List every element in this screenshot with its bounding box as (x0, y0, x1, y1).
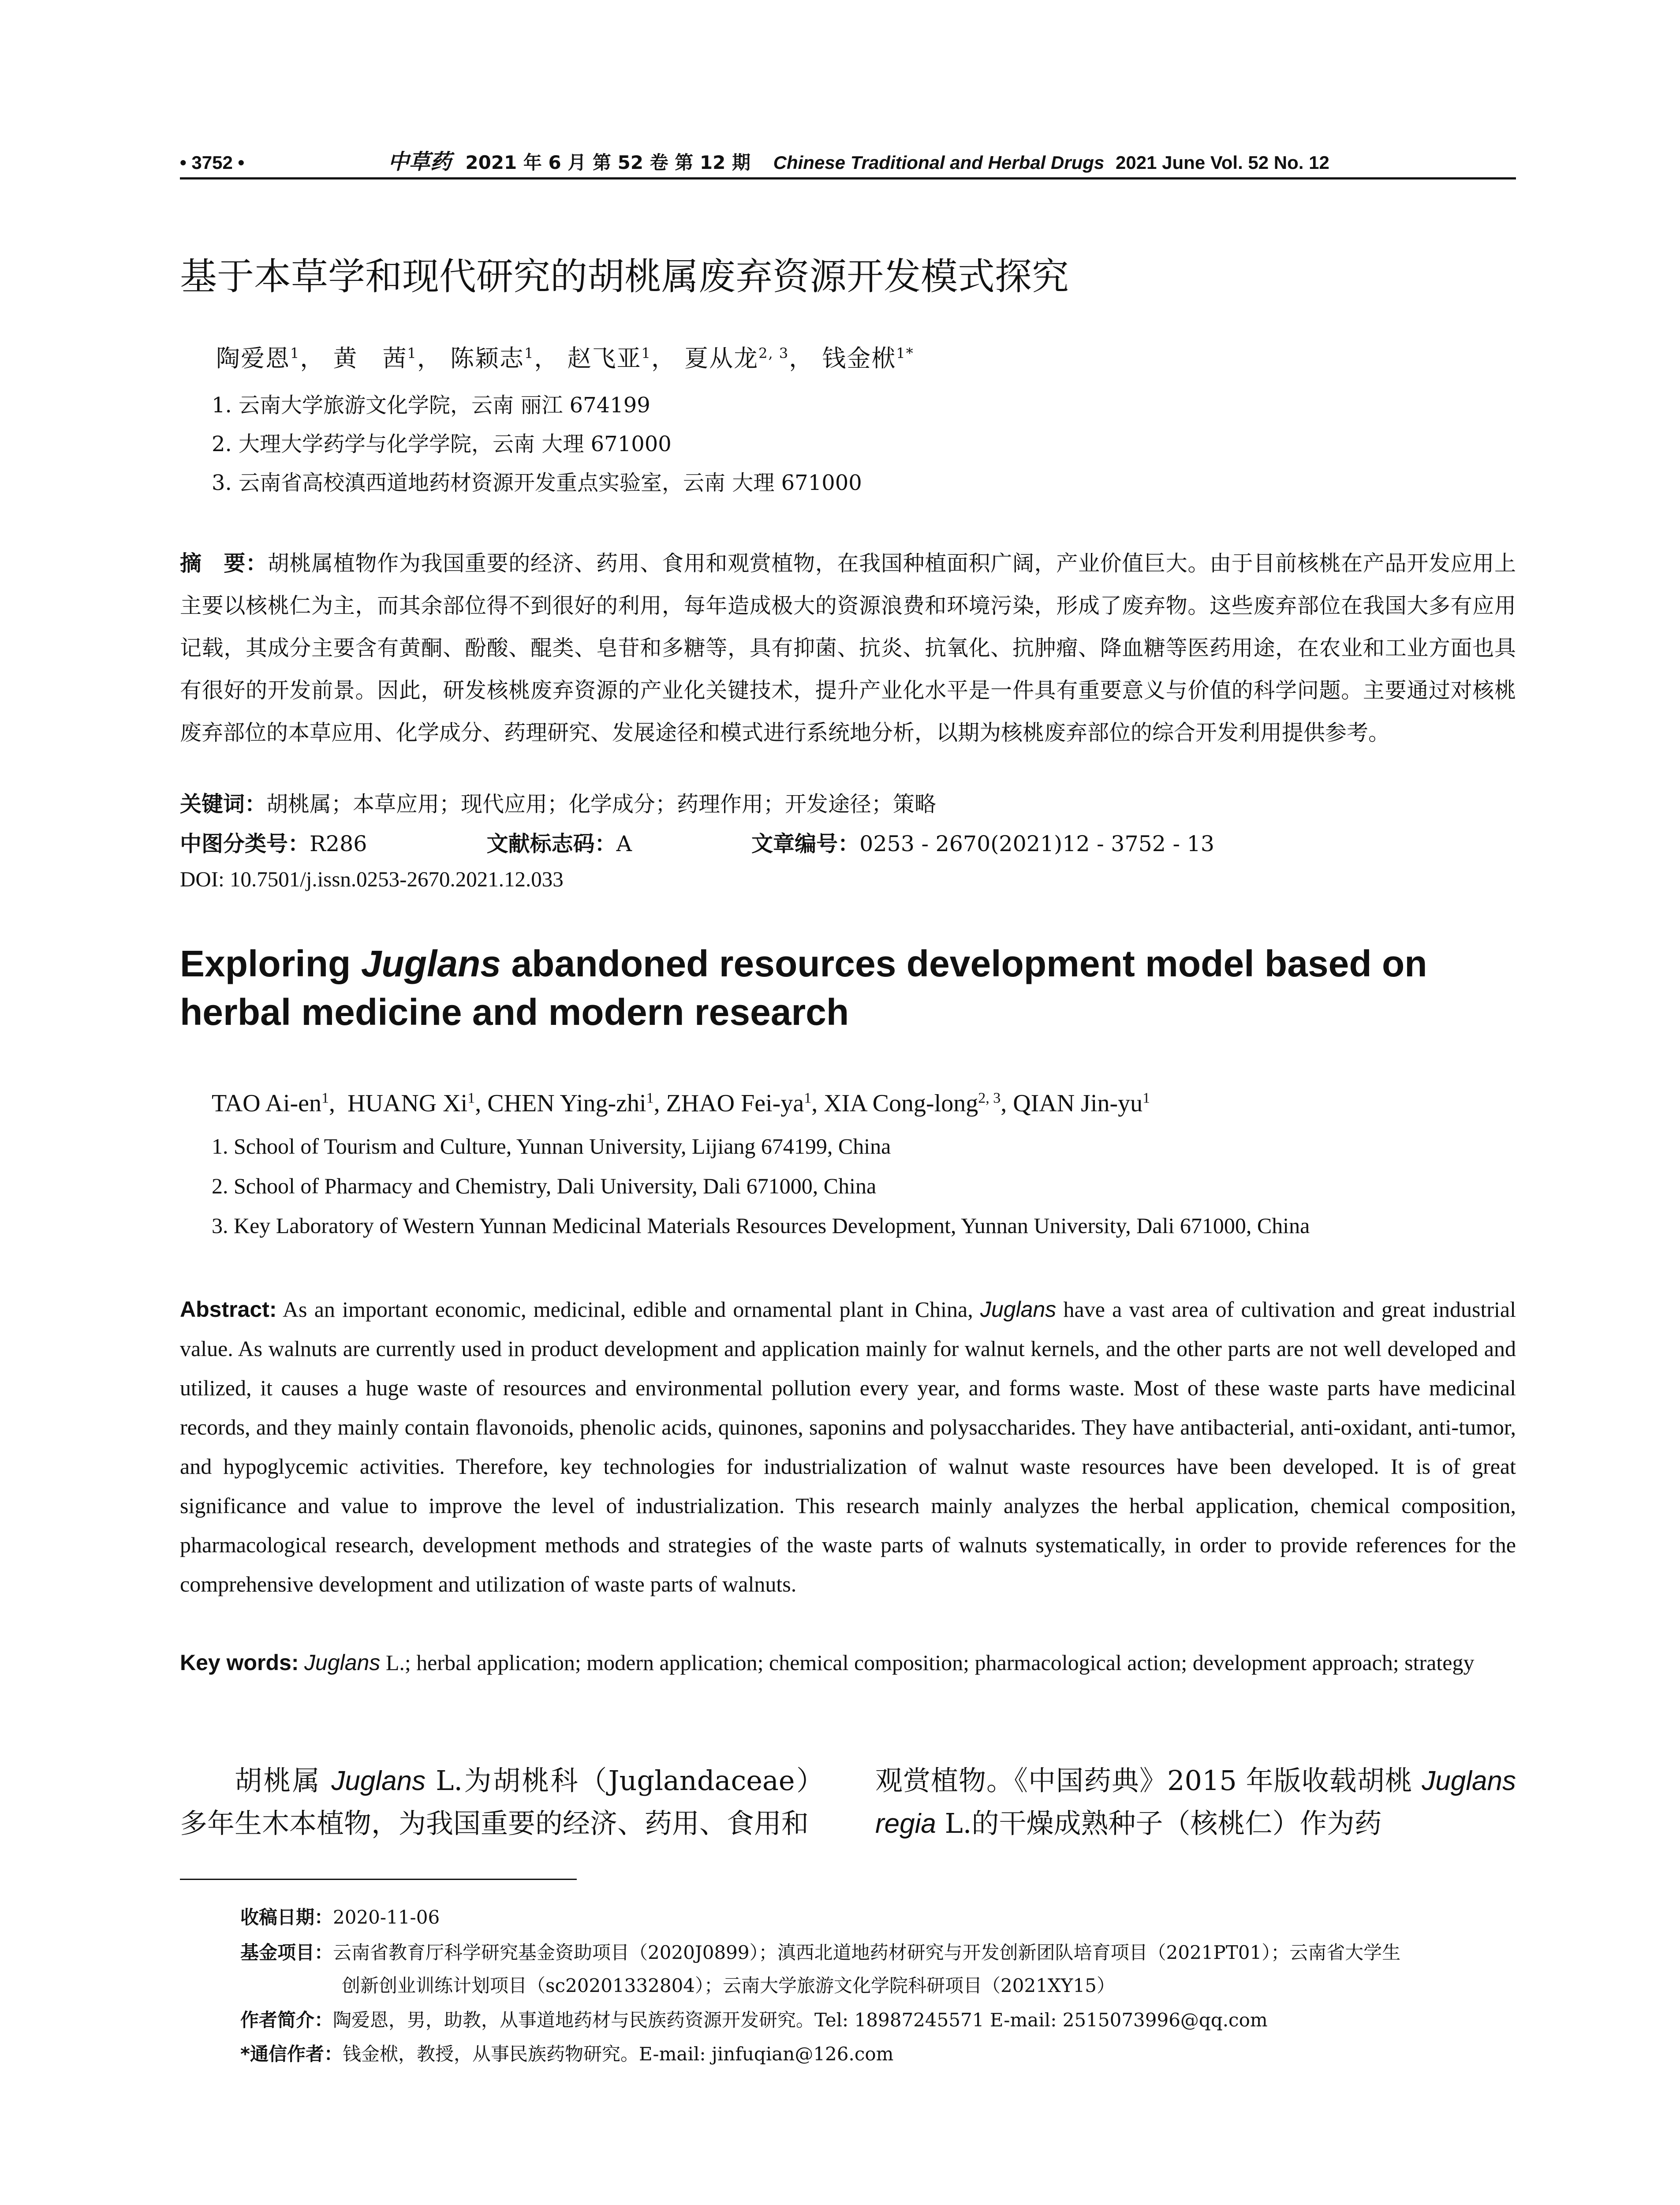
fund-text-1: 云南省教育厅科学研究基金资助项目（2020J0899）；滇西北道地药材研究与开发创新团队培育项目（2021PT01）；云南省大学生 (333, 1942, 1401, 1963)
body-right-italic: Juglans regia (875, 1766, 1516, 1839)
article-no-value: 0253 - 2670(2021)12 - 3752 - 13 (859, 831, 1215, 856)
affiliation-cn: 3. 云南省高校滇西道地药材资源开发重点实验室，云南 大理 671000 (212, 471, 862, 495)
clc-label: 中图分类号： (180, 831, 310, 856)
title-en-pre: Exploring (180, 943, 361, 984)
affiliation-en: 1. School of Tourism and Culture, Yunnan University, Lijiang 674199, China (212, 1134, 891, 1159)
body-right-b: L.的干燥成熟种子（核桃仁）作为药 (936, 1807, 1382, 1839)
keywords-cn (180, 787, 936, 818)
author-sup: 2, 3 (978, 1090, 1001, 1106)
footnote-fund (240, 1938, 1400, 1965)
author-cn: 黄 茜 (333, 344, 407, 372)
keywords-en-italic: Juglans (304, 1650, 381, 1675)
issue-en: 2021 June Vol. 52 No. 12 (1116, 152, 1329, 173)
bio-label: 作者简介： (240, 2009, 333, 2031)
author-en: HUANG Xi (347, 1090, 468, 1117)
article-no-label: 文章编号： (751, 831, 860, 856)
received-value: 2020-11-06 (333, 1906, 440, 1928)
body-right-a: 观赏植物。《中国药典》2015 年版收载胡桃 (875, 1764, 1422, 1797)
header-rule (180, 177, 1516, 179)
author-en: TAO Ai-en (212, 1090, 322, 1117)
author-sup: 1 (646, 1090, 654, 1106)
footnote-fund-cont: 创新创业训练计划项目（sc20201332804）；云南大学旅游文化学院科研项目（2021XY15） (342, 1975, 1115, 1996)
keywords-en (180, 1643, 1516, 1682)
author-en: QIAN Jin-yu (1013, 1090, 1143, 1117)
clc-value: R286 (310, 831, 367, 856)
keywords-label-cn: 关键词： (180, 792, 267, 817)
author-sup: 1 (524, 345, 534, 362)
author-sup: 1 (804, 1090, 812, 1106)
classification-line (180, 827, 1214, 858)
author-cn: 赵飞亚 (567, 344, 642, 372)
keywords-text-cn: 胡桃属；本草应用；现代应用；化学成分；药理作用；开发途径；策略 (266, 792, 937, 817)
body-column-left (180, 1760, 824, 1845)
abstract-label-cn: 摘 要： (180, 551, 268, 576)
author-sup: 1 (641, 345, 651, 362)
issue-cn: 2021 年 6 月 第 52 卷 第 12 期 (465, 152, 750, 173)
author-en: CHEN Ying-zhi (487, 1090, 646, 1117)
abstract-text-en-b: have a vast area of cultivation and great industrial value. As walnuts are currently used in product development and application mainly for walnut kernels, and the other parts are not well developed and utilized, it causes a huge waste of resources and environmental pollution every year, and forms waste. Most of these waste parts have medicinal records, and they mainly contain flavonoids, phenolic acids, quinones, saponins and polysaccharides. They have antibacterial, anti-oxidant, anti-tumor, and hypoglycemic activities. Therefore, key technologies for industrialization of walnut waste resources have been developed. It is of great significance and value to improve the level of industrialization. This research mainly analyzes the herbal application, chemical composition, pharmacological research, development methods and strategies of the waste parts of walnuts systematically, in order to provide references for the comprehensive development and utilization of waste parts of walnuts. (180, 1297, 1516, 1596)
author-sup: 1 (1142, 1090, 1150, 1106)
doi: DOI: 10.7501/j.issn.0253-2670.2021.12.033 (180, 867, 564, 891)
authors-cn: 陶爱恩$^1$， 黄 茜$^1$， 陈颖志$^1$， 赵飞亚$^1$， 夏从龙$^{2, 3}$， 钱金栿$^{1*}$ (216, 344, 914, 372)
title-en (180, 939, 1516, 1036)
corr-text: 钱金栿，教授，从事民族药物研究。E-mail: jinfuqian@126.com (342, 2043, 894, 2065)
running-header (180, 145, 1516, 176)
keywords-text-en: L.; herbal application; modern application; chemical composition; pharmacological action; development approach; strategy (380, 1650, 1475, 1675)
author-sup: 1 (290, 345, 300, 362)
affiliation-en: 2. School of Pharmacy and Chemistry, Dali University, Dali 671000, China (212, 1174, 877, 1198)
author-sup: 1 (407, 345, 417, 362)
abstract-text-en-italic: Juglans (980, 1297, 1057, 1322)
page-number: • 3752 • (180, 152, 245, 173)
abstract-label-en: Abstract: (180, 1297, 277, 1322)
author-sup: 1* (896, 345, 914, 362)
footnote-corresponding (240, 2040, 894, 2066)
authors-en: TAO $Ai-en^1$, HUANG Xi$^1$, CHEN Ying-zhi$^1$, ZHAO Fei-$ya^1$, XIA Cong-long$^{2, 3}$, QIAN Jin-$yu^1$ (212, 1090, 1150, 1117)
abstract-en (180, 1290, 1516, 1604)
body-left-a: 胡桃属 (235, 1764, 332, 1797)
author-en: XIA Cong-long (824, 1090, 978, 1117)
doc-code-value: A (616, 831, 632, 856)
author-sup: 2, 3 (758, 345, 789, 362)
received-label: 收稿日期： (240, 1906, 333, 1928)
abstract-cn (180, 542, 1516, 754)
title-cn: 基于本草学和现代研究的胡桃属废弃资源开发模式探究 (180, 255, 1069, 298)
keywords-label-en: Key words: (180, 1650, 299, 1675)
footnote-bio (240, 2006, 1268, 2032)
author-cn: 钱金栿 (822, 344, 896, 372)
footnote-received (240, 1903, 440, 1929)
affiliation-cn: 2. 大理大学药学与化学学院，云南 大理 671000 (212, 432, 672, 456)
title-en-post: abandoned resources development model based on herbal medicine and modern research (180, 943, 1427, 1033)
bio-text: 陶爱恩，男，助教，从事道地药材与民族药资源开发研究。Tel: 18987245571 E-mail: 2515073996@qq.com (333, 2009, 1268, 2031)
author-cn: 夏从龙 (684, 344, 759, 372)
author-cn: 陶爱恩 (216, 344, 290, 372)
body-left-b: L.为胡桃科（Juglandaceae）多年生木本植物，为我国重要的经济、药用、食用和 (180, 1764, 824, 1839)
doc-code-label: 文献标志码： (486, 831, 616, 856)
fund-label: 基金项目： (240, 1942, 333, 1963)
abstract-text-en-a: As an important economic, medicinal, edible and ornamental plant in China, (282, 1297, 980, 1322)
body-column-right (875, 1760, 1516, 1845)
footnote-rule (180, 1879, 577, 1880)
author-sup: 1 (321, 1090, 329, 1106)
affiliation-cn: 1. 云南大学旅游文化学院，云南 丽江 674199 (212, 393, 650, 418)
author-en: ZHAO Fei-ya (666, 1090, 804, 1117)
journal-name-cn: 中草药 (388, 149, 452, 174)
author-cn: 陈颖志 (450, 344, 525, 372)
abstract-text-cn: 胡桃属植物作为我国重要的经济、药用、食用和观赏植物，在我国种植面积广阔，产业价值巨大。由于目前核桃在产品开发应用上主要以核桃仁为主，而其余部位得不到很好的利用，每年造成极大的资源浪费和环境污染，形成了废弃物。这些废弃部位在我国大多有应用记载，其成分主要含有黄酮、酚酸、醌类、皂苷和多糖等，具有抑菌、抗炎、抗氧化、抗肿瘤、降血糖等医药用途，在农业和工业方面也具有很好的开发前景。因此，研发核桃废弃资源的产业化关键技术，提升产业化水平是一件具有重要意义与价值的科学问题。主要通过对核桃废弃部位的本草应用、化学成分、药理研究、发展途径和模式进行系统地分析，以期为核桃废弃部位的综合开发利用提供参考。 (180, 551, 1516, 745)
affiliation-en: 3. Key Laboratory of Western Yunnan Medicinal Materials Resources Development, Yunnan University, Dali 671000, China (212, 1213, 1310, 1238)
body-left-italic: Juglans (331, 1766, 426, 1796)
title-en-italic: Juglans (361, 943, 501, 984)
author-sup: 1 (467, 1090, 475, 1106)
journal-name-en: Chinese Traditional and Herbal Drugs (773, 152, 1105, 173)
corr-label: *通信作者： (240, 2043, 343, 2065)
